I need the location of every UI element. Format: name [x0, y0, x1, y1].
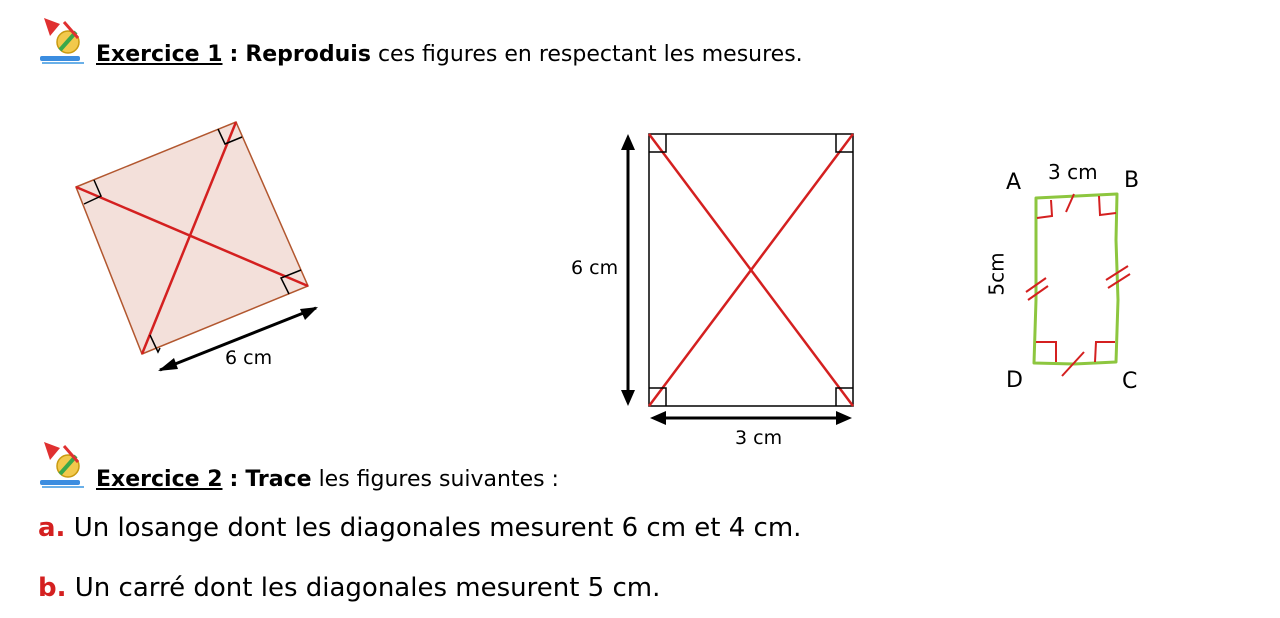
vertex-label-a: A	[1006, 170, 1022, 195]
exercise-1-title: Exercice 1	[96, 42, 223, 67]
exercise-2-instruction: les figures suivantes :	[318, 467, 559, 492]
right-angle-mark	[1037, 200, 1052, 218]
vertex-label-d: D	[1006, 368, 1023, 393]
exercise-1-verb: Reproduis	[245, 42, 371, 67]
right-angle-mark	[1099, 196, 1116, 215]
task-letter: a.	[38, 513, 66, 543]
task-a	[38, 513, 801, 543]
task-text: Un carré dont les diagonales mesurent 5 cm.	[74, 573, 661, 603]
square-side-label: 6 cm	[225, 347, 273, 369]
exercise-2-heading	[96, 467, 559, 492]
exercise-1-heading	[96, 42, 803, 67]
exercise-2-title: Exercice 2	[96, 467, 223, 492]
geometry-tools-icon	[38, 438, 90, 490]
square-shape	[76, 122, 308, 354]
exercise-1-instruction: ces figures en respectant les mesures.	[377, 42, 803, 67]
right-angle-mark	[1095, 342, 1115, 362]
rectangle-figure	[610, 128, 870, 428]
geometry-tools-icon	[38, 14, 90, 66]
sketch-side-label: 5cm	[984, 252, 1009, 296]
sketch-top-label: 3 cm	[1048, 160, 1098, 184]
task-letter: b.	[38, 573, 67, 603]
exercise-2-separator: :	[229, 467, 239, 492]
exercise-2-verb: Trace	[245, 467, 312, 492]
sketch-rectangle	[1034, 194, 1118, 364]
exercise-1-separator: :	[229, 42, 239, 67]
rectangle-height-label: 6 cm	[571, 257, 619, 279]
square-figure	[60, 110, 340, 380]
vertex-label-c: C	[1122, 369, 1138, 394]
rectangle-width-label: 3 cm	[735, 427, 783, 449]
vertex-label-b: B	[1124, 168, 1140, 193]
task-text: Un losange dont les diagonales mesurent 6 cm et 4 cm.	[73, 513, 802, 543]
right-angle-mark	[1036, 342, 1056, 362]
task-b	[38, 573, 660, 603]
